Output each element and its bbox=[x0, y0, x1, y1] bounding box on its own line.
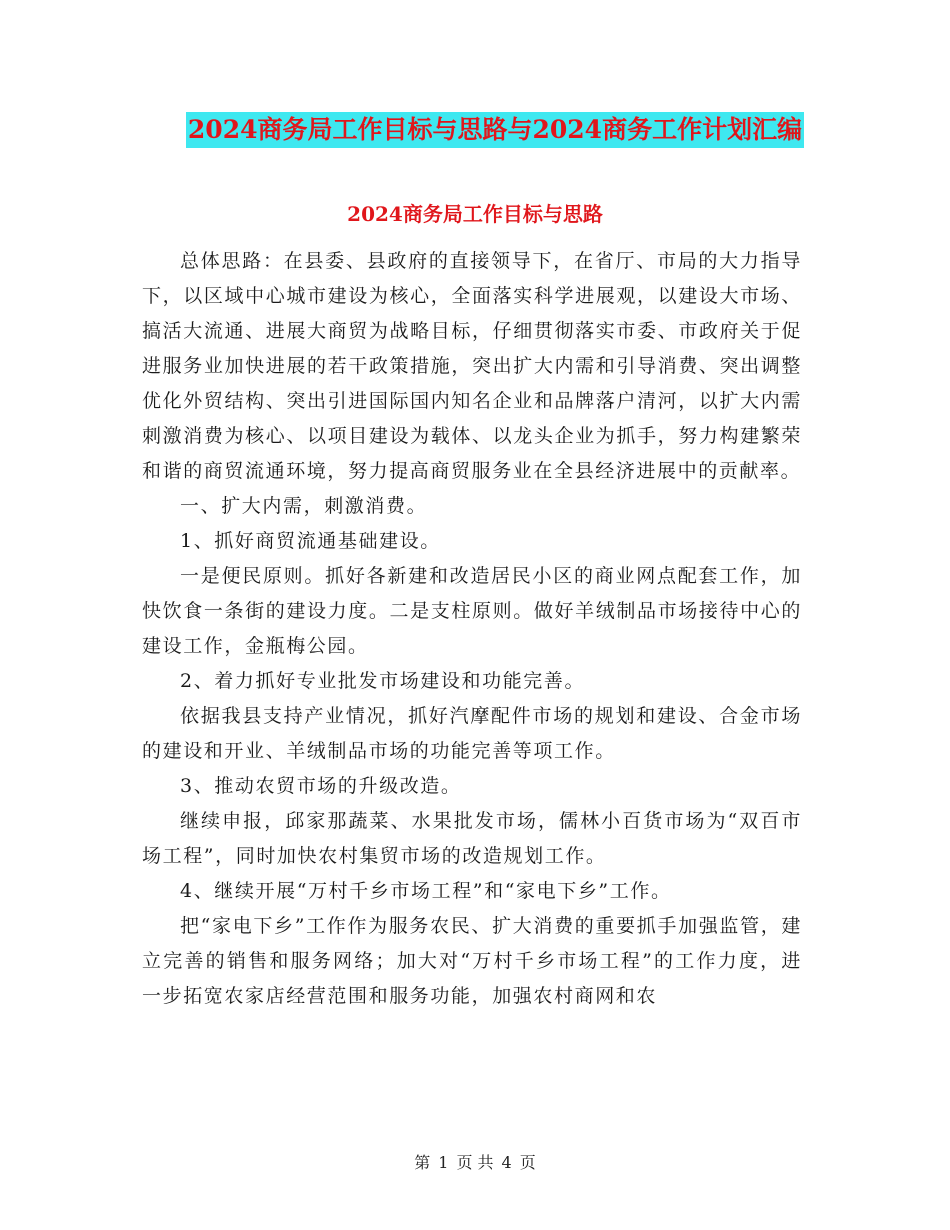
subheading-3: 3、推动农贸市场的升级改造。 bbox=[180, 775, 462, 797]
title-container bbox=[0, 112, 950, 148]
document-body bbox=[142, 244, 802, 1014]
page-title: 2024商务局工作目标与思路与2024商务工作计划汇编 bbox=[186, 112, 804, 148]
subheading-1: 1、抓好商贸流通基础建设。 bbox=[180, 530, 441, 552]
footer-middle: 页 共 bbox=[456, 1153, 494, 1172]
page-footer bbox=[0, 1150, 950, 1173]
footer-page-number: 1 bbox=[438, 1153, 449, 1172]
heading-expand-demand: 一、扩大内需，刺激消费。 bbox=[180, 495, 428, 517]
paragraph-4: 把“家电下乡”工作作为服务农民、扩大消费的重要抓手加强监管，建立完善的销售和服务网络；加大对“万村千乡市场工程”的工作力度，进一步拓宽农家店经营范围和服务功能，加强农村商网和农 bbox=[142, 915, 802, 1007]
subheading-4: 4、继续开展“万村千乡市场工程”和“家电下乡”工作。 bbox=[180, 880, 672, 902]
paragraph-3: 继续申报，邱家那蔬菜、水果批发市场，儒林小百货市场为“双百市场工程”，同时加快农村集贸市场的改造规划工作。 bbox=[142, 810, 802, 867]
section-title: 2024商务局工作目标与思路 bbox=[347, 202, 603, 226]
paragraph-2: 依据我县支持产业情况，抓好汽摩配件市场的规划和建设、合金市场的建设和开业、羊绒制品市场的功能完善等项工作。 bbox=[142, 705, 802, 762]
subheading-2: 2、着力抓好专业批发市场建设和功能完善。 bbox=[180, 670, 586, 692]
footer-prefix: 第 bbox=[414, 1153, 431, 1172]
paragraph-overview: 总体思路：在县委、县政府的直接领导下，在省厅、市局的大力指导下，以区域中心城市建设为核心，全面落实科学进展观，以建设大市场、搞活大流通、进展大商贸为战略目标，仔细贯彻落实市委、市政府关于促进服务业加快进展的若干政策措施，突出扩大内需和引导消费、突出调整优化外贸结构、突出引进国际国内知名企业和品牌落户清河，以扩大内需刺激消费为核心、以项目建设为载体、以龙头企业为抓手，努力构建繁荣和谐的商贸流通环境，努力提高商贸服务业在全县经济进展中的贡献率。 bbox=[142, 250, 802, 482]
footer-total-pages: 4 bbox=[501, 1153, 512, 1172]
footer-suffix: 页 bbox=[519, 1153, 536, 1172]
paragraph-1: 一是便民原则。抓好各新建和改造居民小区的商业网点配套工作，加快饮食一条街的建设力度。二是支柱原则。做好羊绒制品市场接待中心的建设工作，金瓶梅公园。 bbox=[142, 565, 802, 657]
